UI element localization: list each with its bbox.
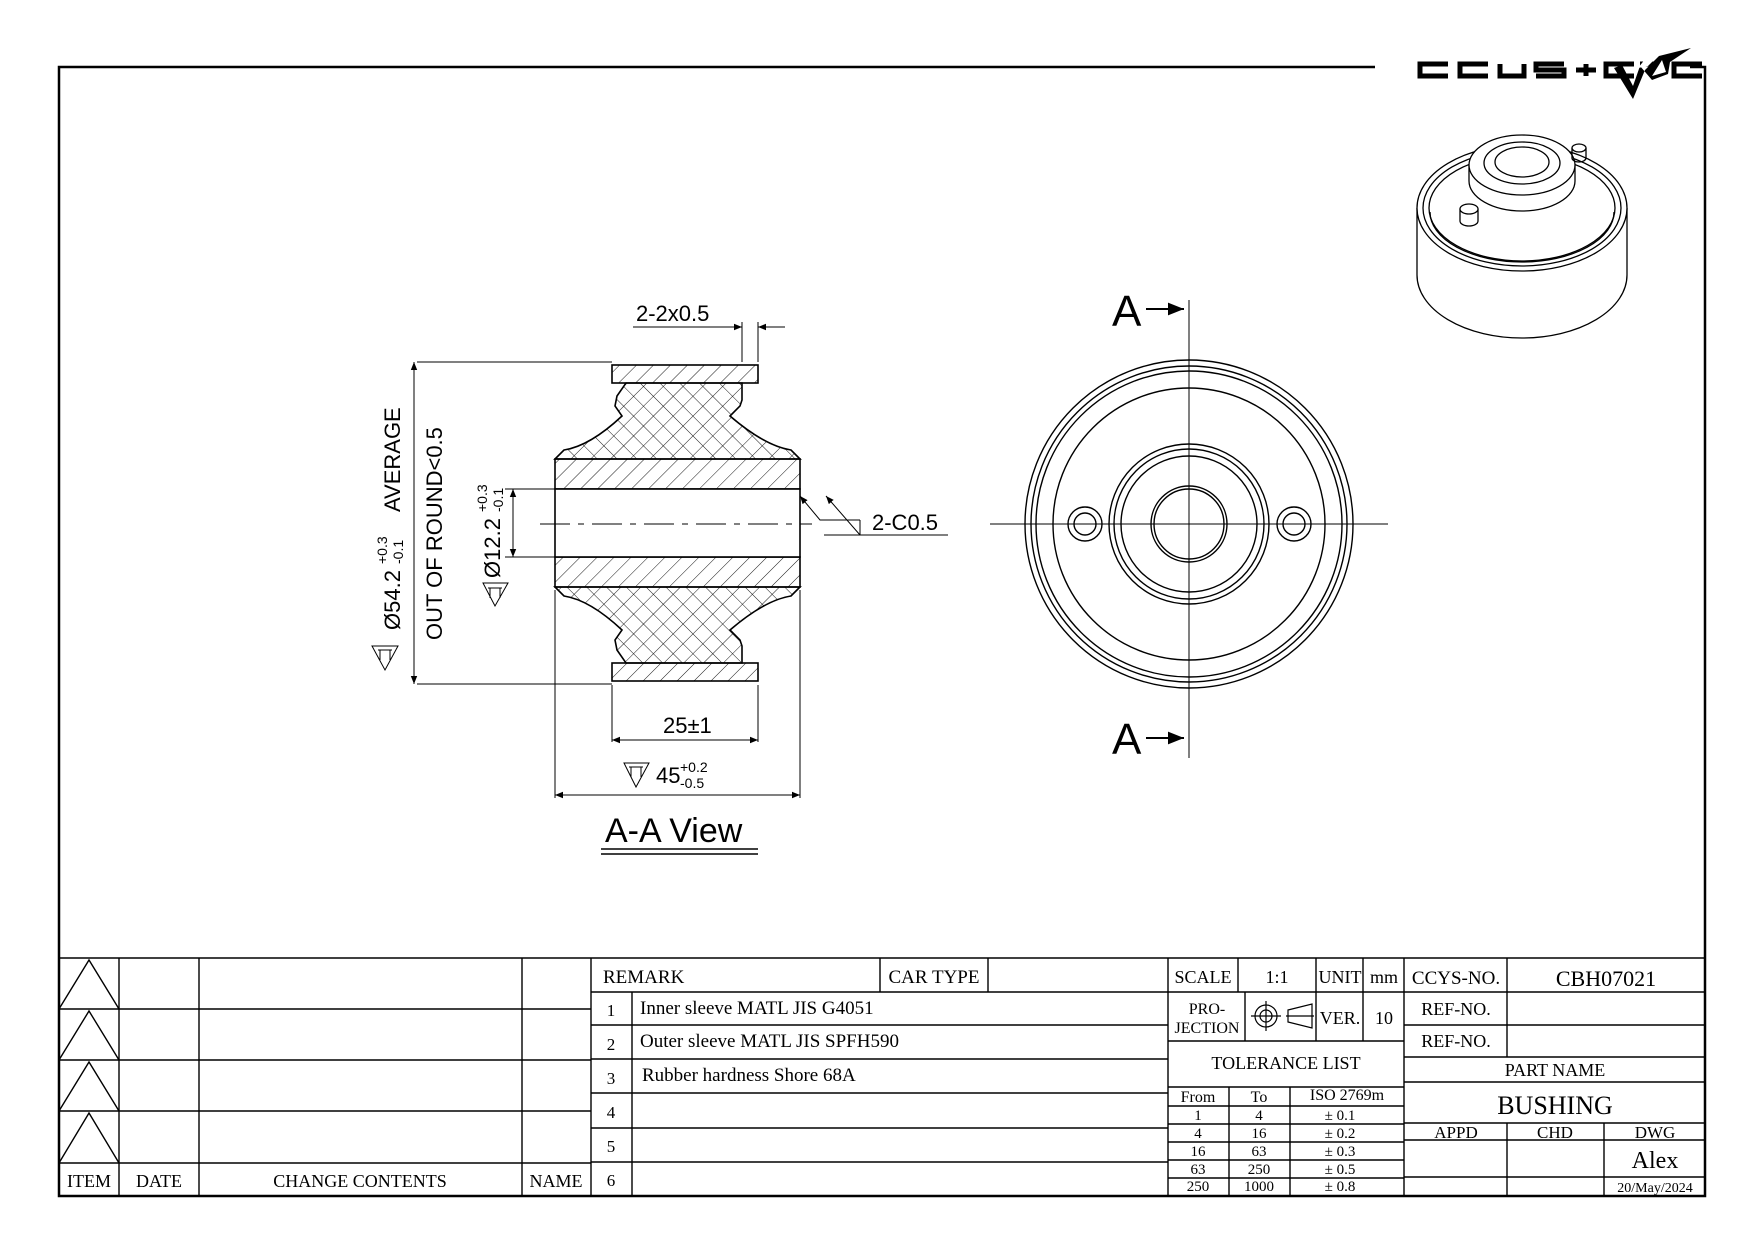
svg-text:+0.2: +0.2: [680, 759, 708, 775]
outer-sleeve-top: [612, 365, 758, 383]
tolerance-row: 4: [1194, 1126, 1202, 1142]
tolerance-title: TOLERANCE LIST: [1211, 1053, 1361, 1073]
inner-sleeve-top: [555, 459, 800, 489]
rubber-body: [555, 383, 800, 459]
svg-text:+0.3: +0.3: [474, 484, 490, 512]
car-type-label: CAR TYPE: [888, 967, 980, 988]
scale-label: SCALE: [1174, 967, 1232, 987]
tolerance-row: 16: [1190, 1144, 1206, 1160]
ref-no-label-2: REF-NO.: [1421, 1031, 1491, 1051]
tolerance-row: 63: [1251, 1144, 1267, 1160]
svg-text:-0.1: -0.1: [390, 539, 406, 564]
remark-text-1: Inner sleeve MATL JIS G4051: [640, 998, 874, 1019]
section-marker-top: [1112, 287, 1184, 336]
outer-sleeve-bottom: [612, 663, 758, 681]
outer-diameter-dim: [374, 407, 406, 630]
svg-text:-0.5: -0.5: [680, 775, 705, 791]
inner-sleeve-bottom: [555, 557, 800, 587]
unit-label: UNIT: [1318, 967, 1362, 987]
remark-num-6: 6: [606, 1171, 616, 1190]
unit-value: mm: [1369, 967, 1399, 987]
tolerance-row: 1: [1194, 1108, 1202, 1124]
chamfer-right-label: 2-C0.5: [872, 510, 939, 535]
appd-label: APPD: [1434, 1123, 1478, 1142]
dwg-date: 20/May/2024: [1617, 1181, 1693, 1196]
part-name-label: PART NAME: [1504, 1060, 1606, 1080]
isometric-view: [1417, 135, 1627, 338]
tolerance-row: 250: [1186, 1179, 1210, 1195]
section-marker-bottom: [1112, 715, 1184, 764]
tolerance-row: 1000: [1244, 1179, 1274, 1195]
remark-text-2: Outer sleeve MATL JIS SPFH590: [640, 1031, 899, 1052]
ccys-no-label: CCYS-NO.: [1411, 968, 1501, 989]
remark-num-4: 4: [606, 1103, 616, 1122]
total-length-dim: [656, 759, 708, 791]
tolerance-row: ± 0.8: [1324, 1179, 1356, 1195]
tolerance-header-from: From: [1180, 1089, 1216, 1106]
section-view: [540, 365, 812, 681]
ver-label: VER.: [1319, 1008, 1361, 1028]
svg-text:Ø12.2: Ø12.2: [480, 518, 505, 578]
revision-triangle-2: [59, 1011, 119, 1060]
view-title: A-A View: [605, 812, 743, 850]
remark-num-2: 2: [606, 1035, 616, 1054]
svg-text:-0.1: -0.1: [490, 487, 506, 512]
tolerance-row: ± 0.1: [1324, 1108, 1356, 1124]
remark-num-5: 5: [606, 1137, 616, 1156]
tolerance-row: ± 0.2: [1324, 1126, 1356, 1142]
revision-triangle-3: [59, 1062, 119, 1111]
remark-text-3: Rubber hardness Shore 68A: [642, 1065, 856, 1086]
scale-value: 1:1: [1265, 967, 1289, 987]
revision-triangle-1: [59, 960, 119, 1009]
front-view-centerlines: [990, 300, 1388, 758]
inner-diameter-dim: [474, 484, 506, 578]
svg-text:45: 45: [656, 763, 681, 788]
tolerance-header-iso: ISO 2769m: [1309, 1087, 1385, 1104]
tolerance-row: ± 0.5: [1324, 1162, 1356, 1178]
header-change-contents: CHANGE CONTENTS: [273, 1171, 447, 1191]
revision-table: [59, 958, 1705, 1196]
company-logo: [1420, 48, 1702, 99]
header-name: NAME: [529, 1171, 583, 1191]
projection-symbol: [1251, 1001, 1314, 1031]
dwg-label: DWG: [1634, 1123, 1676, 1142]
svg-text:A: A: [1112, 287, 1142, 336]
projection-label-2: JECTION: [1174, 1020, 1240, 1037]
dwg-name: Alex: [1631, 1148, 1679, 1174]
tolerance-header-to: To: [1250, 1089, 1268, 1106]
header-item: ITEM: [67, 1171, 111, 1191]
tolerance-row: 250: [1247, 1162, 1271, 1178]
tolerance-row: ± 0.3: [1324, 1144, 1356, 1160]
bore: [555, 489, 800, 557]
remark-num-1: 1: [606, 1001, 616, 1020]
ver-value: 10: [1375, 1008, 1393, 1028]
ref-no-label-1: REF-NO.: [1421, 999, 1491, 1019]
svg-text:AVERAGE: AVERAGE: [380, 407, 405, 512]
remark-num-3: 3: [606, 1069, 616, 1088]
svg-text:Ø54.2: Ø54.2: [380, 570, 405, 630]
out-of-round-note: OUT OF ROUND<0.5: [422, 427, 447, 640]
view-title-underline: [601, 849, 758, 854]
projection-label-1: PRO-: [1188, 1001, 1226, 1018]
tolerance-row: 16: [1251, 1126, 1267, 1142]
part-name-value: BUSHING: [1497, 1091, 1613, 1120]
remark-label: REMARK: [603, 967, 685, 988]
scale-block: [1168, 958, 1404, 1196]
header-date: DATE: [136, 1171, 182, 1191]
ccys-no-value: CBH07021: [1555, 966, 1657, 991]
tolerance-row: 4: [1255, 1108, 1263, 1124]
svg-text:A: A: [1112, 715, 1142, 764]
revision-triangle-4: [59, 1113, 119, 1163]
chd-label: CHD: [1537, 1123, 1573, 1142]
svg-text:+0.3: +0.3: [374, 536, 390, 564]
outer-length-dim: 25±1: [663, 713, 712, 738]
rubber-body-lower: [555, 587, 800, 663]
chamfer-top-label: 2-2x0.5: [636, 301, 710, 326]
tolerance-row: 63: [1190, 1162, 1206, 1178]
